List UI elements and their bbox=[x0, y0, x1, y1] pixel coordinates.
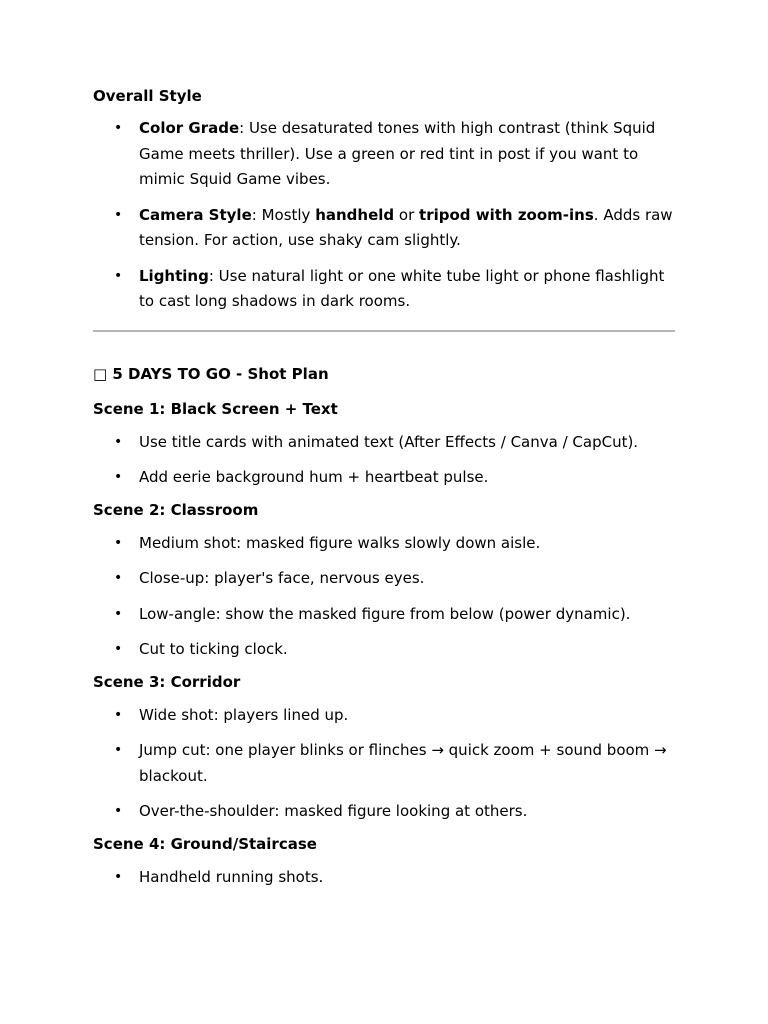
lighting-label: Lighting bbox=[139, 266, 209, 285]
overall-style-heading: Overall Style bbox=[93, 87, 202, 105]
list-item: • Wide shot: players lined up. bbox=[93, 703, 678, 729]
list-item: • Low-angle: show the masked figure from below (power dynamic). bbox=[93, 602, 678, 628]
scene-1-list bbox=[93, 430, 678, 491]
camera-style-text-1: : Mostly bbox=[251, 205, 316, 224]
scene-4-list bbox=[93, 865, 678, 891]
list-item-lighting bbox=[93, 264, 678, 315]
camera-style-text-2: or bbox=[394, 205, 420, 224]
list-item: • Over-the-shoulder: masked figure looking at others. bbox=[93, 799, 678, 825]
scene-3-title: Scene 3: Corridor bbox=[93, 672, 241, 691]
scene-2-list bbox=[93, 531, 678, 663]
list-item-camera-style bbox=[93, 203, 678, 254]
overall-style-list bbox=[93, 116, 678, 315]
list-item: • Add eerie background hum + heartbeat pulse. bbox=[93, 465, 678, 491]
scene-2-title: Scene 2: Classroom bbox=[93, 500, 259, 519]
section-divider bbox=[93, 330, 675, 332]
scene-3-list bbox=[93, 703, 678, 825]
list-item: • Cut to ticking clock. bbox=[93, 637, 678, 663]
camera-style-bold-tripod: tripod with zoom-ins bbox=[419, 205, 594, 224]
camera-style-label: Camera Style bbox=[139, 205, 252, 224]
list-item: • Medium shot: masked figure walks slowly down aisle. bbox=[93, 531, 678, 557]
camera-style-bold-handheld: handheld bbox=[315, 205, 395, 224]
document-page bbox=[93, 85, 678, 890]
camera-style-text-3: . Adds raw tension. For action, use shaky cam slightly. bbox=[139, 205, 673, 249]
scene-4-title: Scene 4: Ground/Staircase bbox=[93, 834, 317, 853]
list-item: • Close-up: player's face, nervous eyes. bbox=[93, 566, 678, 592]
list-item: • Jump cut: one player blinks or flinches → quick zoom + sound boom → blackout. bbox=[93, 738, 678, 789]
shot-plan-heading: □ 5 DAYS TO GO - Shot Plan bbox=[93, 364, 329, 383]
lighting-text: : Use natural light or one white tube light or phone flashlight to cast long shadows in dark rooms. bbox=[139, 266, 665, 310]
list-item-color-grade bbox=[93, 116, 678, 193]
list-item: • Handheld running shots. bbox=[93, 865, 678, 891]
list-item: • Use title cards with animated text (After Effects / Canva / CapCut). bbox=[93, 430, 678, 456]
color-grade-label: Color Grade bbox=[139, 119, 240, 137]
color-grade-text: : Use desaturated tones with high contrast (think Squid Game meets thriller). Use a green or red tint in post if you want to mimic Squid Game vibes. bbox=[139, 119, 656, 188]
scene-1-title: Scene 1: Black Screen + Text bbox=[93, 399, 338, 418]
